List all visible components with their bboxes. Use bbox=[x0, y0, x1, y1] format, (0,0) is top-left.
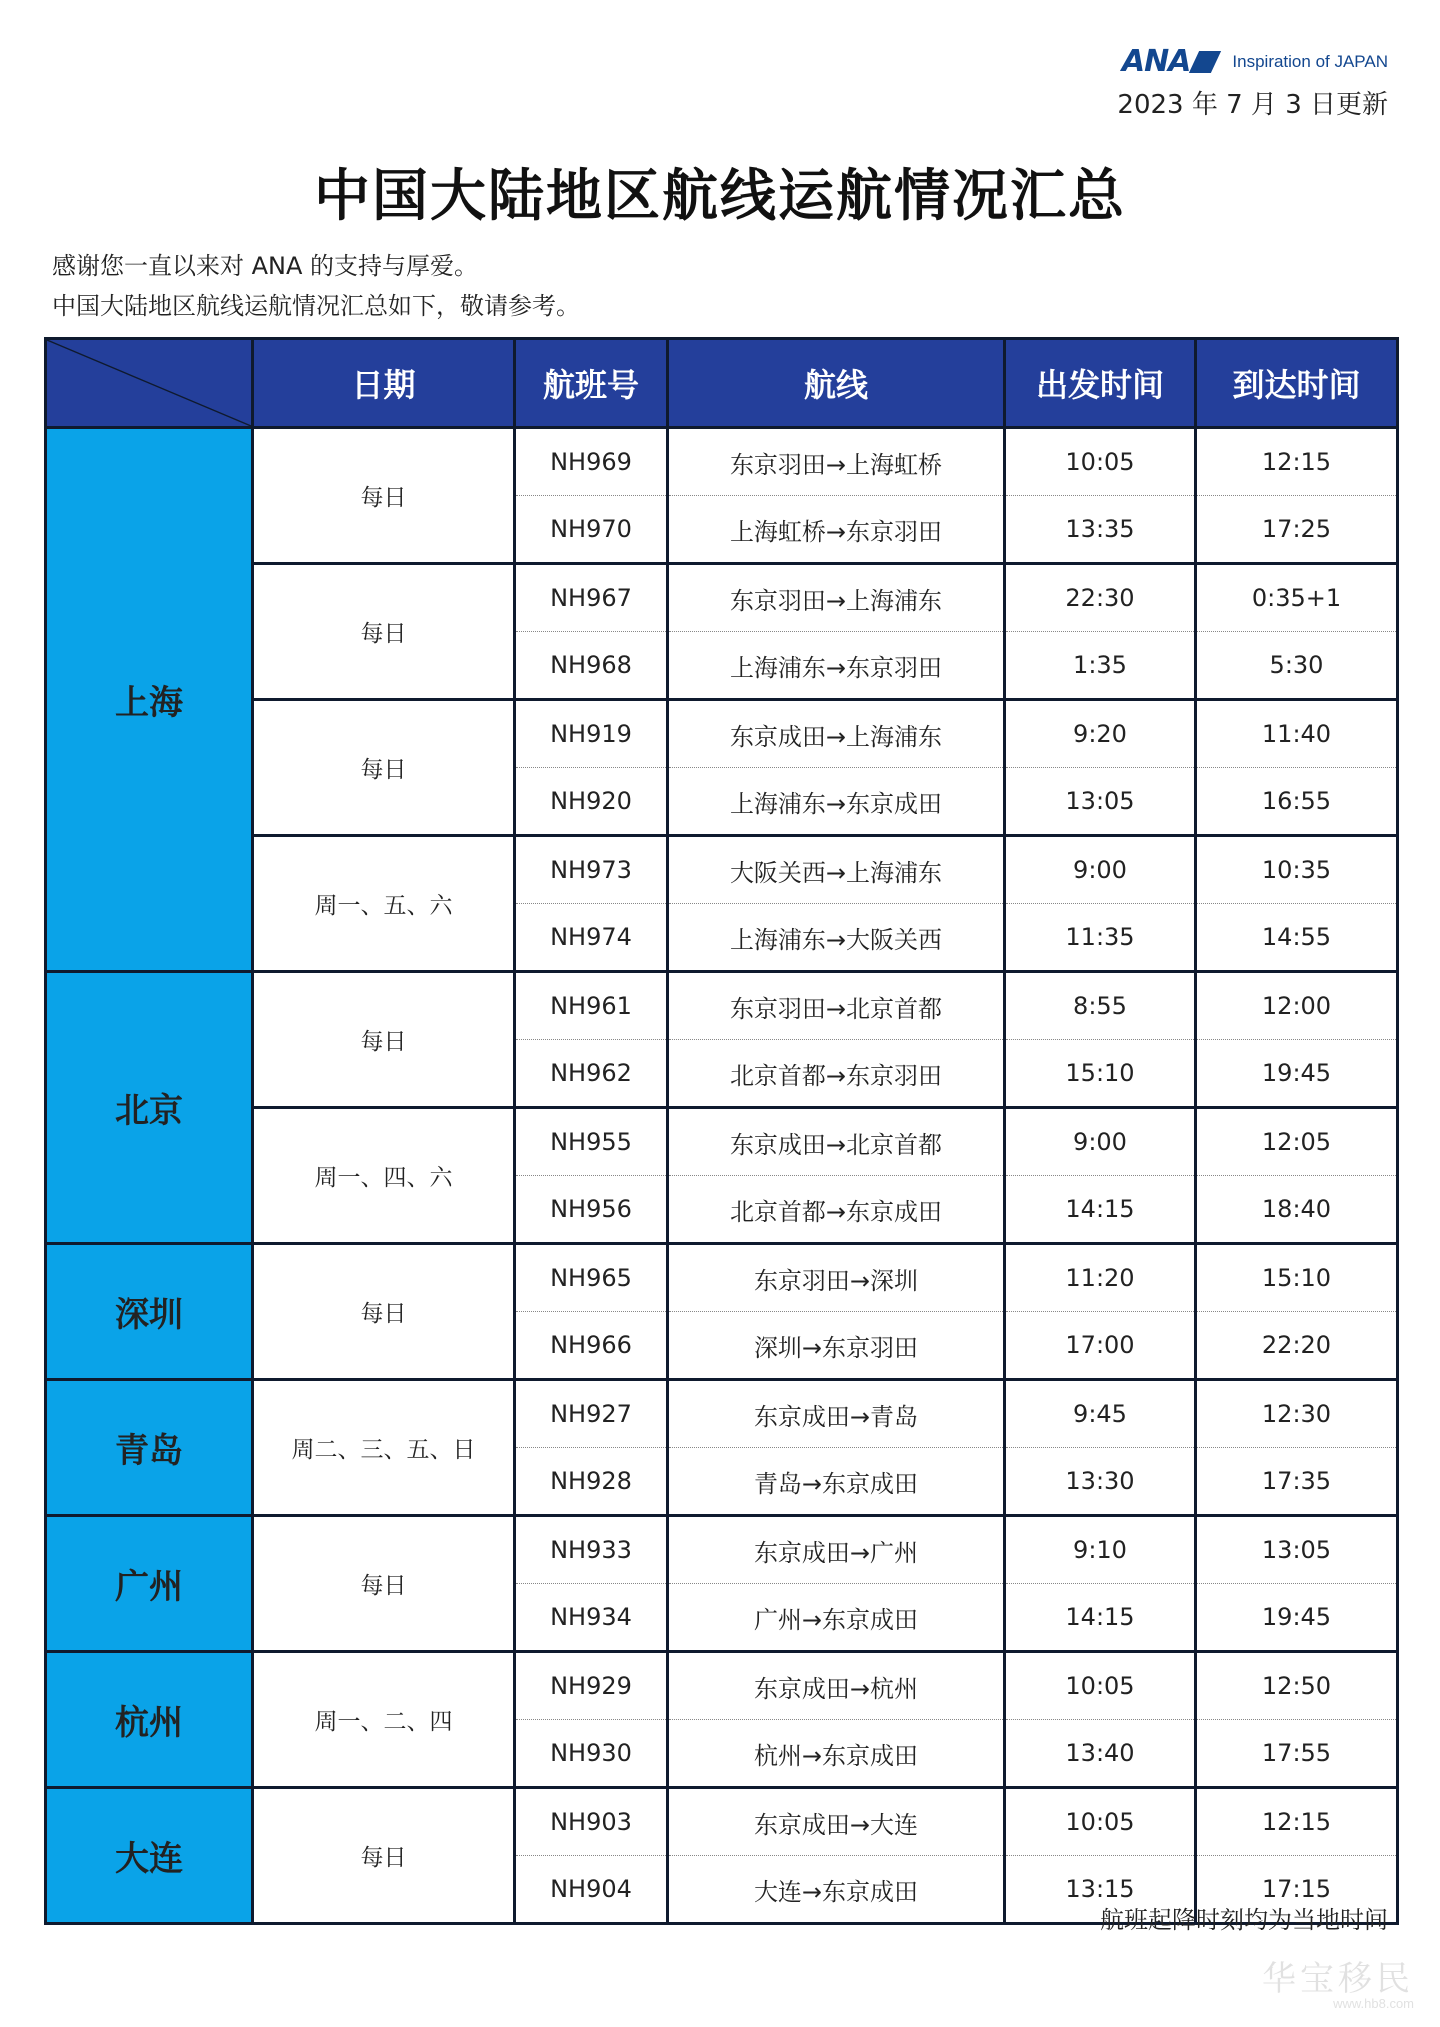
header-date: 日期 bbox=[253, 339, 515, 428]
days-cell: 每日 bbox=[253, 428, 515, 564]
city-cell: 大连 bbox=[46, 1788, 253, 1924]
flight-number-cell: NH974 bbox=[515, 904, 668, 972]
arrival-time-cell: 12:30 bbox=[1196, 1380, 1398, 1448]
route-cell: 大阪关西→上海浦东 bbox=[668, 836, 1005, 904]
route-cell: 东京羽田→北京首都 bbox=[668, 972, 1005, 1040]
watermark-url: www.hb8.com bbox=[1333, 1996, 1414, 2011]
days-cell: 每日 bbox=[253, 1516, 515, 1652]
watermark-text: 华宝移民 bbox=[1262, 1959, 1414, 1999]
arrival-time-cell: 13:05 bbox=[1196, 1516, 1398, 1584]
flight-number-cell: NH967 bbox=[515, 564, 668, 632]
flight-number-cell: NH969 bbox=[515, 428, 668, 496]
route-cell: 东京成田→广州 bbox=[668, 1516, 1005, 1584]
route-cell: 杭州→东京成田 bbox=[668, 1720, 1005, 1788]
departure-time-cell: 22:30 bbox=[1005, 564, 1196, 632]
departure-time-cell: 8:55 bbox=[1005, 972, 1196, 1040]
route-cell: 东京成田→上海浦东 bbox=[668, 700, 1005, 768]
departure-time-cell: 9:45 bbox=[1005, 1380, 1196, 1448]
arrival-time-cell: 10:35 bbox=[1196, 836, 1398, 904]
departure-time-cell: 9:00 bbox=[1005, 1108, 1196, 1176]
watermark bbox=[1262, 1951, 1414, 2011]
departure-time-cell: 9:10 bbox=[1005, 1516, 1196, 1584]
days-cell: 每日 bbox=[253, 1788, 515, 1924]
route-cell: 上海浦东→东京羽田 bbox=[668, 632, 1005, 700]
arrival-time-cell: 22:20 bbox=[1196, 1312, 1398, 1380]
flight-number-cell: NH933 bbox=[515, 1516, 668, 1584]
route-cell: 上海浦东→东京成田 bbox=[668, 768, 1005, 836]
departure-time-cell: 14:15 bbox=[1005, 1176, 1196, 1244]
route-cell: 深圳→东京羽田 bbox=[668, 1312, 1005, 1380]
ana-logo bbox=[1122, 44, 1388, 79]
days-cell: 每日 bbox=[253, 972, 515, 1108]
table-row bbox=[46, 428, 1398, 496]
departure-time-cell: 15:10 bbox=[1005, 1040, 1196, 1108]
departure-time-cell: 11:35 bbox=[1005, 904, 1196, 972]
intro-line: 感谢您一直以来对 ANA 的支持与厚爱。 bbox=[52, 252, 479, 280]
arrival-time-cell: 17:55 bbox=[1196, 1720, 1398, 1788]
days-cell: 每日 bbox=[253, 700, 515, 836]
intro-text bbox=[52, 246, 580, 326]
flight-number-cell: NH965 bbox=[515, 1244, 668, 1312]
departure-time-cell: 13:15 bbox=[1005, 1856, 1196, 1924]
arrival-time-cell: 12:05 bbox=[1196, 1108, 1398, 1176]
arrival-time-cell: 12:00 bbox=[1196, 972, 1398, 1040]
diagonal-line-icon bbox=[47, 340, 251, 426]
route-cell: 青岛→东京成田 bbox=[668, 1448, 1005, 1516]
flight-number-cell: NH962 bbox=[515, 1040, 668, 1108]
city-cell: 北京 bbox=[46, 972, 253, 1244]
route-cell: 北京首都→东京成田 bbox=[668, 1176, 1005, 1244]
flight-number-cell: NH904 bbox=[515, 1856, 668, 1924]
departure-time-cell: 13:30 bbox=[1005, 1448, 1196, 1516]
departure-time-cell: 9:00 bbox=[1005, 836, 1196, 904]
city-cell: 广州 bbox=[46, 1516, 253, 1652]
table-header-row bbox=[46, 339, 1398, 428]
table-row bbox=[46, 1380, 1398, 1448]
city-cell: 青岛 bbox=[46, 1380, 253, 1516]
route-cell: 东京羽田→上海浦东 bbox=[668, 564, 1005, 632]
table-row bbox=[46, 1652, 1398, 1720]
flight-number-cell: NH920 bbox=[515, 768, 668, 836]
days-cell: 每日 bbox=[253, 564, 515, 700]
city-cell: 深圳 bbox=[46, 1244, 253, 1380]
days-cell: 周二、三、五、日 bbox=[253, 1380, 515, 1516]
arrival-time-cell: 12:15 bbox=[1196, 428, 1398, 496]
flight-number-cell: NH970 bbox=[515, 496, 668, 564]
table-body bbox=[46, 428, 1398, 1924]
arrival-time-cell: 14:55 bbox=[1196, 904, 1398, 972]
flight-number-cell: NH930 bbox=[515, 1720, 668, 1788]
ana-wing-icon bbox=[1189, 51, 1221, 73]
departure-time-cell: 11:20 bbox=[1005, 1244, 1196, 1312]
departure-time-cell: 13:05 bbox=[1005, 768, 1196, 836]
flight-number-cell: NH929 bbox=[515, 1652, 668, 1720]
table-row bbox=[46, 1788, 1398, 1856]
departure-time-cell: 10:05 bbox=[1005, 1652, 1196, 1720]
arrival-time-cell: 5:30 bbox=[1196, 632, 1398, 700]
arrival-time-cell: 19:45 bbox=[1196, 1584, 1398, 1652]
departure-time-cell: 9:20 bbox=[1005, 700, 1196, 768]
header-flight-no: 航班号 bbox=[515, 339, 668, 428]
route-cell: 东京成田→北京首都 bbox=[668, 1108, 1005, 1176]
flight-number-cell: NH919 bbox=[515, 700, 668, 768]
flight-number-cell: NH968 bbox=[515, 632, 668, 700]
arrival-time-cell: 0:35+1 bbox=[1196, 564, 1398, 632]
arrival-time-cell: 12:50 bbox=[1196, 1652, 1398, 1720]
page-title: 中国大陆地区航线运航情况汇总 bbox=[314, 164, 1126, 229]
departure-time-cell: 14:15 bbox=[1005, 1584, 1196, 1652]
departure-time-cell: 13:40 bbox=[1005, 1720, 1196, 1788]
route-cell: 北京首都→东京羽田 bbox=[668, 1040, 1005, 1108]
arrival-time-cell: 12:15 bbox=[1196, 1788, 1398, 1856]
header-route: 航线 bbox=[668, 339, 1005, 428]
table-row bbox=[46, 972, 1398, 1040]
table-row bbox=[46, 1244, 1398, 1312]
flight-number-cell: NH961 bbox=[515, 972, 668, 1040]
header-departure: 出发时间 bbox=[1005, 339, 1196, 428]
table-row bbox=[46, 1516, 1398, 1584]
update-date: 2023 年 7 月 3 日更新 bbox=[1117, 90, 1388, 120]
route-cell: 东京羽田→上海虹桥 bbox=[668, 428, 1005, 496]
arrival-time-cell: 17:15 bbox=[1196, 1856, 1398, 1924]
departure-time-cell: 17:00 bbox=[1005, 1312, 1196, 1380]
intro-line: 中国大陆地区航线运航情况汇总如下，敬请参考。 bbox=[52, 292, 580, 320]
arrival-time-cell: 17:35 bbox=[1196, 1448, 1398, 1516]
flight-number-cell: NH903 bbox=[515, 1788, 668, 1856]
flight-number-cell: NH927 bbox=[515, 1380, 668, 1448]
route-cell: 东京成田→青岛 bbox=[668, 1380, 1005, 1448]
route-cell: 东京成田→大连 bbox=[668, 1788, 1005, 1856]
header-arrival: 到达时间 bbox=[1196, 339, 1398, 428]
departure-time-cell: 1:35 bbox=[1005, 632, 1196, 700]
departure-time-cell: 10:05 bbox=[1005, 1788, 1196, 1856]
footnote: 航班起降时刻均为当地时间 bbox=[1100, 1906, 1388, 1934]
route-cell: 上海浦东→大阪关西 bbox=[668, 904, 1005, 972]
days-cell: 周一、五、六 bbox=[253, 836, 515, 972]
arrival-time-cell: 16:55 bbox=[1196, 768, 1398, 836]
route-cell: 东京成田→杭州 bbox=[668, 1652, 1005, 1720]
flight-number-cell: NH966 bbox=[515, 1312, 668, 1380]
arrival-time-cell: 11:40 bbox=[1196, 700, 1398, 768]
flight-number-cell: NH973 bbox=[515, 836, 668, 904]
days-cell: 每日 bbox=[253, 1244, 515, 1380]
route-cell: 大连→东京成田 bbox=[668, 1856, 1005, 1924]
corner-cell bbox=[46, 339, 253, 428]
arrival-time-cell: 18:40 bbox=[1196, 1176, 1398, 1244]
departure-time-cell: 10:05 bbox=[1005, 428, 1196, 496]
arrival-time-cell: 17:25 bbox=[1196, 496, 1398, 564]
route-cell: 上海虹桥→东京羽田 bbox=[668, 496, 1005, 564]
route-cell: 广州→东京成田 bbox=[668, 1584, 1005, 1652]
flight-number-cell: NH956 bbox=[515, 1176, 668, 1244]
arrival-time-cell: 19:45 bbox=[1196, 1040, 1398, 1108]
days-cell: 周一、四、六 bbox=[253, 1108, 515, 1244]
flight-number-cell: NH955 bbox=[515, 1108, 668, 1176]
arrival-time-cell: 15:10 bbox=[1196, 1244, 1398, 1312]
flight-schedule-table bbox=[44, 337, 1399, 1925]
city-cell: 上海 bbox=[46, 428, 253, 972]
city-cell: 杭州 bbox=[46, 1652, 253, 1788]
route-cell: 东京羽田→深圳 bbox=[668, 1244, 1005, 1312]
flight-number-cell: NH934 bbox=[515, 1584, 668, 1652]
flight-number-cell: NH928 bbox=[515, 1448, 668, 1516]
ana-logo-text: ANA bbox=[1121, 44, 1191, 79]
departure-time-cell: 13:35 bbox=[1005, 496, 1196, 564]
brand-tagline: Inspiration of JAPAN bbox=[1232, 51, 1388, 71]
days-cell: 周一、二、四 bbox=[253, 1652, 515, 1788]
